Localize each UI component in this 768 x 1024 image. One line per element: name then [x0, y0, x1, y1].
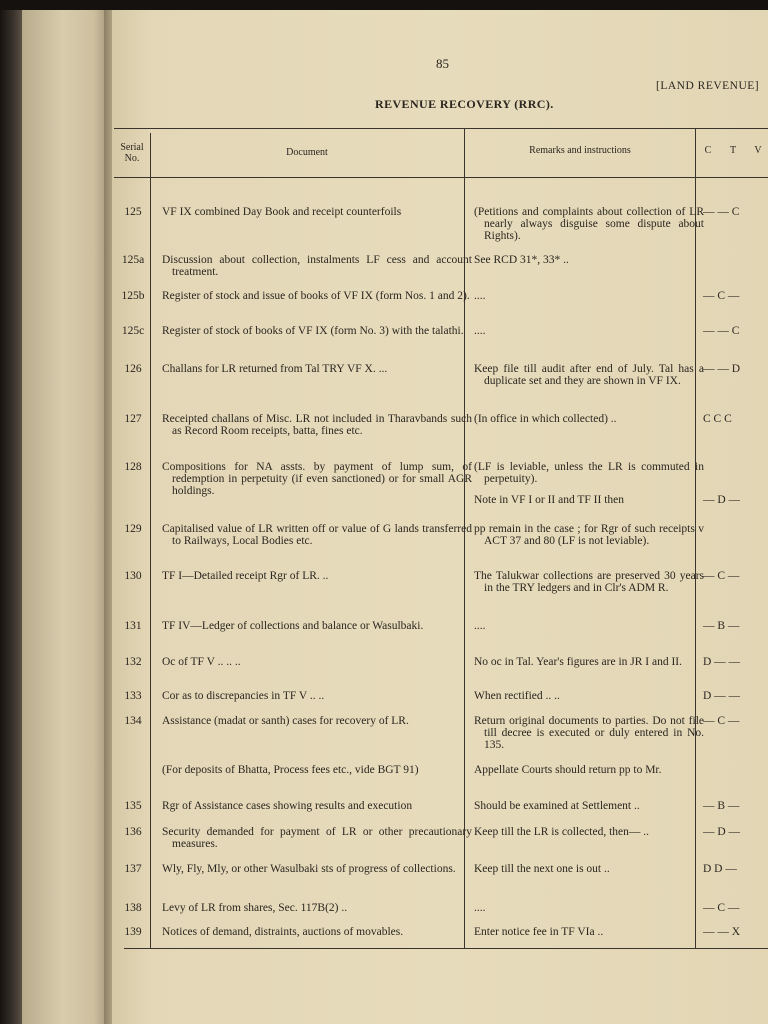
table-bottom-rule — [124, 948, 768, 949]
remarks-cell: .... — [474, 290, 486, 302]
remarks-cell: See RCD 31*, 33* .. — [474, 254, 569, 266]
serial-number: 127 — [124, 413, 142, 425]
remarks-cell: Keep file till audit after end of July. Tal has a duplicate set and they are shown in VF IX. — [474, 363, 704, 387]
serial-number: 126 — [124, 363, 142, 375]
remarks-cell: Should be examined at Settlement .. — [474, 800, 640, 812]
document-cell: Notices of demand, distraints, auctions of movables. — [162, 926, 404, 938]
document-cell: Register of stock of books of VF IX (form No. 3) with the talathi. — [162, 325, 464, 337]
remarks-cell: .... — [474, 620, 486, 632]
document-cell: Cor as to discrepancies in TF V .. .. — [162, 690, 325, 702]
document-cell: Oc of TF V .. .. .. — [162, 656, 241, 668]
serial-number: 130 — [124, 570, 142, 582]
retention-codes: — B — — [703, 800, 740, 812]
serial-number: 128 — [124, 461, 142, 473]
serial-number: 132 — [124, 656, 142, 668]
retention-codes: D — — — [703, 656, 741, 668]
retention-codes: — — X — [703, 926, 741, 938]
running-head: [LAND REVENUE] — [656, 80, 760, 92]
document-cell: Wly, Fly, Mly, or other Wasulbaki sts of progress of collections. — [162, 863, 456, 875]
retention-codes: — C — — [703, 290, 740, 302]
document-cell: Capitalised value of LR written off or value of G lands transferred to Railways, Local Bodies etc. — [162, 523, 472, 547]
retention-codes: — — C — [703, 206, 740, 218]
remarks-cell: (In office in which collected) .. — [474, 413, 617, 425]
document-cell: TF I—Detailed receipt Rgr of LR. .. — [162, 570, 329, 582]
retention-codes: D — — — [703, 690, 741, 702]
retention-codes: — — C — [703, 325, 740, 337]
document-cell: Discussion about collection, instalments LF cess and account treatment. — [162, 254, 472, 278]
serial-number: 125c — [121, 325, 145, 337]
document-cell: Challans for LR returned from Tal TRY VF X. ... — [162, 363, 388, 375]
remarks-cell: .... — [474, 325, 486, 337]
retention-codes: — D — — [703, 494, 741, 506]
page-number: 85 — [436, 56, 449, 71]
document-cell: Compositions for NA assts. by payment of lump sum, of redemption in perpetuity (if even sanctioned) or for small AGR holdings. — [162, 461, 472, 497]
page-title: REVENUE RECOVERY (RRC). — [375, 97, 554, 111]
serial-number: 125a — [121, 254, 145, 266]
remarks-cell: Return original documents to parties. Do not file till decree is executed or duly entered in No. 135. — [474, 715, 704, 751]
document-cell: Assistance (madat or santh) cases for recovery of LR. — [162, 715, 409, 727]
retention-codes: — — D — [703, 363, 741, 375]
retention-codes: — D — — [703, 826, 741, 838]
header-bottom-rule — [114, 177, 768, 178]
header-remarks: Remarks and instructions — [529, 145, 631, 156]
serial-number: 133 — [124, 690, 142, 702]
serial-number: 129 — [124, 523, 142, 535]
document-cell: (For deposits of Bhatta, Process fees etc., vide BGT 91) — [162, 764, 419, 776]
retention-codes: — C — — [703, 715, 740, 727]
serial-number: 125 — [124, 206, 142, 218]
remarks-cell: pp remain in the case ; for Rgr of such receipts v ACT 37 and 80 (LF is not leviable). — [474, 523, 704, 547]
document-cell: Rgr of Assistance cases showing results and execution — [162, 800, 413, 812]
remarks-cell: Keep till the next one is out .. — [474, 863, 610, 875]
serial-number: 135 — [124, 800, 142, 812]
header-c: C — [704, 145, 712, 156]
retention-codes: — C — — [703, 570, 740, 582]
serial-number: 136 — [124, 826, 142, 838]
remarks-cell: .... — [474, 902, 486, 914]
document-cell: TF IV—Ledger of collections and balance or Wasulbaki. — [162, 620, 424, 632]
retention-codes: — C — — [703, 902, 740, 914]
document-cell: Register of stock and issue of books of VF IX (form Nos. 1 and 2). — [162, 290, 470, 302]
remarks-cell: (Petitions and complaints about collection of LR nearly always disguise some dispute about Rights). — [474, 206, 704, 242]
remarks-cell: Note in VF I or II and TF II then — [474, 494, 625, 506]
document-cell: Security demanded for payment of LR or other precautionary measures. — [162, 826, 472, 850]
retention-codes: — B — — [703, 620, 740, 632]
header-t: T — [729, 145, 737, 156]
document-cell: Receipted challans of Misc. LR not included in Tharavbands such as Record Room receipts, batta, fines etc. — [162, 413, 472, 437]
serial-number: 131 — [124, 620, 142, 632]
retention-codes: C C C — [703, 413, 732, 425]
header-serial: Serial No. — [120, 142, 144, 164]
serial-number: 137 — [124, 863, 142, 875]
remarks-cell: Keep till the LR is collected, then— .. — [474, 826, 650, 838]
document-cell: VF IX combined Day Book and receipt counterfoils — [162, 206, 402, 218]
remarks-cell: Appellate Courts should return pp to Mr. — [474, 764, 662, 776]
serial-number: 134 — [124, 715, 142, 727]
remarks-cell: When rectified .. .. — [474, 690, 560, 702]
top-shadow — [0, 0, 768, 10]
remarks-cell: Enter notice fee in TF VIa .. — [474, 926, 604, 938]
book-spine — [0, 10, 22, 1024]
remarks-cell: (LF is leviable, unless the LR is commuted in perpetuity). — [474, 461, 704, 485]
document-cell: Levy of LR from shares, Sec. 117B(2) .. — [162, 902, 348, 914]
header-document: Document — [286, 147, 328, 158]
serial-number: 125b — [121, 290, 145, 302]
left-page-edge — [22, 10, 112, 1024]
table-top-rule — [114, 128, 768, 129]
serial-number: 138 — [124, 902, 142, 914]
remarks-cell: No oc in Tal. Year's figures are in JR I and II. — [474, 656, 683, 668]
remarks-cell: The Talukwar collections are preserved 30 years in the TRY ledgers and in Clr's ADM R. — [474, 570, 704, 594]
header-v: V — [754, 145, 762, 156]
serial-number: 139 — [124, 926, 142, 938]
retention-codes: D D — — [703, 863, 737, 875]
